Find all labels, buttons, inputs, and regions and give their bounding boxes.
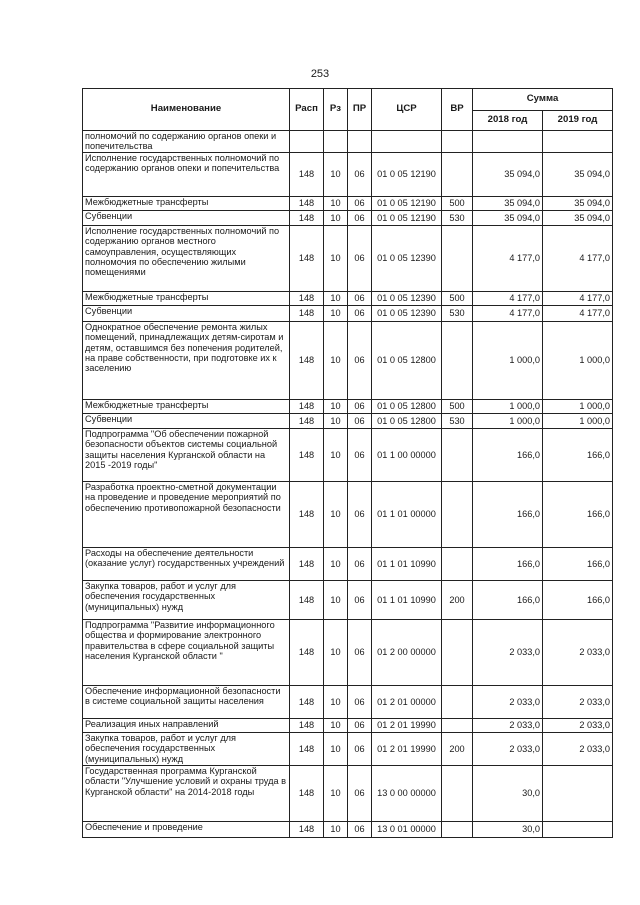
row-sum-2019: 4 177,0: [543, 226, 613, 292]
row-pr: 06: [348, 719, 372, 733]
table-row: [83, 719, 613, 733]
row-rz: 10: [324, 733, 348, 766]
table-row: [83, 766, 613, 822]
table-row: [83, 686, 613, 719]
row-csr: [372, 131, 442, 153]
row-sum-2018: 30,0: [473, 822, 543, 838]
row-rz: 10: [324, 548, 348, 581]
header-csr: ЦСР: [372, 89, 442, 131]
row-csr: 01 2 00 00000: [372, 620, 442, 686]
row-name: Исполнение государственных полномочий по содержанию органов местного самоуправления, осуществляющих полномочия по обеспечению жилыми помещениями: [83, 226, 290, 292]
header-rz: Рз: [324, 89, 348, 131]
row-rz: 10: [324, 686, 348, 719]
row-name: Субвенции: [83, 211, 290, 226]
row-sum-2018: 2 033,0: [473, 620, 543, 686]
row-name: Закупка товаров, работ и услуг для обеспечения государственных (муниципальных) нужд: [83, 581, 290, 620]
row-rasp: 148: [290, 766, 324, 822]
row-vr: 500: [442, 197, 473, 211]
table-row: [83, 581, 613, 620]
row-sum-2019: 2 033,0: [543, 733, 613, 766]
row-pr: 06: [348, 322, 372, 400]
row-pr: 06: [348, 548, 372, 581]
row-sum-2018: 166,0: [473, 482, 543, 548]
row-vr: [442, 766, 473, 822]
row-sum-2019: 166,0: [543, 482, 613, 548]
table-row: [83, 400, 613, 414]
row-csr: 01 0 05 12800: [372, 400, 442, 414]
row-csr: 01 0 05 12190: [372, 153, 442, 197]
row-sum-2018: 1 000,0: [473, 400, 543, 414]
table-row: [83, 292, 613, 306]
table-row: [83, 822, 613, 838]
header-vr: ВР: [442, 89, 473, 131]
row-sum-2019: 2 033,0: [543, 719, 613, 733]
row-name: Субвенции: [83, 306, 290, 322]
row-rz: 10: [324, 400, 348, 414]
row-rz: 10: [324, 322, 348, 400]
row-rasp: 148: [290, 292, 324, 306]
table-body: [83, 131, 613, 838]
row-pr: 06: [348, 581, 372, 620]
row-sum-2019: [543, 766, 613, 822]
row-pr: 06: [348, 822, 372, 838]
row-csr: 01 0 05 12800: [372, 322, 442, 400]
row-rz: 10: [324, 719, 348, 733]
budget-table: [82, 88, 613, 838]
row-name: Обеспечение информационной безопасности в системе социальной защиты населения: [83, 686, 290, 719]
row-pr: 06: [348, 226, 372, 292]
row-rasp: 148: [290, 414, 324, 429]
row-rz: 10: [324, 306, 348, 322]
row-sum-2019: 166,0: [543, 581, 613, 620]
header-year-2019: 2019 год: [543, 111, 613, 131]
row-vr: 200: [442, 733, 473, 766]
row-sum-2018: 35 094,0: [473, 153, 543, 197]
table-row: [83, 620, 613, 686]
row-vr: [442, 226, 473, 292]
row-sum-2018: 166,0: [473, 548, 543, 581]
row-vr: [442, 719, 473, 733]
row-sum-2019: 1 000,0: [543, 400, 613, 414]
header-year-2018: 2018 год: [473, 111, 543, 131]
row-rz: 10: [324, 822, 348, 838]
row-sum-2018: [473, 131, 543, 153]
row-rz: 10: [324, 292, 348, 306]
row-rasp: 148: [290, 686, 324, 719]
row-sum-2019: [543, 131, 613, 153]
row-rasp: 148: [290, 482, 324, 548]
row-pr: 06: [348, 620, 372, 686]
row-csr: 01 1 00 00000: [372, 429, 442, 482]
page-number: 253: [310, 68, 330, 80]
row-sum-2019: 35 094,0: [543, 153, 613, 197]
row-rasp: 148: [290, 733, 324, 766]
row-rasp: 148: [290, 822, 324, 838]
row-rasp: 148: [290, 322, 324, 400]
row-sum-2018: 2 033,0: [473, 719, 543, 733]
row-rz: 10: [324, 153, 348, 197]
row-sum-2019: 1 000,0: [543, 322, 613, 400]
row-rasp: 148: [290, 153, 324, 197]
table-row: [83, 226, 613, 292]
row-rz: 10: [324, 414, 348, 429]
row-sum-2019: 166,0: [543, 548, 613, 581]
header-pr: ПР: [348, 89, 372, 131]
row-sum-2019: [543, 822, 613, 838]
row-pr: 06: [348, 733, 372, 766]
row-rasp: 148: [290, 306, 324, 322]
row-vr: 530: [442, 211, 473, 226]
row-rasp: 148: [290, 226, 324, 292]
row-name: Межбюджетные трансферты: [83, 292, 290, 306]
row-rasp: 148: [290, 581, 324, 620]
row-rasp: [290, 131, 324, 153]
row-pr: 06: [348, 429, 372, 482]
row-name: Государственная программа Курганской области "Улучшение условий и охраны труда в Курганской области" на 2014-2018 годы: [83, 766, 290, 822]
row-sum-2018: 166,0: [473, 429, 543, 482]
table-row: [83, 429, 613, 482]
table-row: [83, 211, 613, 226]
row-rz: 10: [324, 766, 348, 822]
row-vr: 530: [442, 306, 473, 322]
row-vr: 530: [442, 414, 473, 429]
row-sum-2019: 35 094,0: [543, 211, 613, 226]
row-name: Межбюджетные трансферты: [83, 197, 290, 211]
header-name: Наименование: [83, 89, 290, 131]
row-name: Подпрограмма "Развитие информационного общества и формирование электронного правительства в сфере социальной защиты населения Курганской области ": [83, 620, 290, 686]
row-rasp: 148: [290, 620, 324, 686]
row-vr: [442, 548, 473, 581]
row-sum-2019: 35 094,0: [543, 197, 613, 211]
row-rz: 10: [324, 197, 348, 211]
table-row: [83, 733, 613, 766]
row-pr: 06: [348, 197, 372, 211]
table-row: [83, 197, 613, 211]
row-pr: [348, 131, 372, 153]
row-csr: 01 0 05 12390: [372, 306, 442, 322]
row-pr: 06: [348, 482, 372, 548]
table-row: [83, 131, 613, 153]
row-sum-2018: 4 177,0: [473, 292, 543, 306]
row-sum-2018: 35 094,0: [473, 211, 543, 226]
row-name: Разработка проектно-сметной документации на проведение и проведение мероприятий по обеспечению противопожарной безопасности: [83, 482, 290, 548]
table-row: [83, 153, 613, 197]
table-row: [83, 548, 613, 581]
header-sum: Сумма: [473, 89, 613, 111]
row-pr: 06: [348, 414, 372, 429]
row-csr: 01 1 01 10990: [372, 548, 442, 581]
row-name: Реализация иных направлений: [83, 719, 290, 733]
row-rz: 10: [324, 581, 348, 620]
row-vr: [442, 686, 473, 719]
row-sum-2019: 1 000,0: [543, 414, 613, 429]
row-csr: 01 1 01 10990: [372, 581, 442, 620]
row-sum-2019: 2 033,0: [543, 620, 613, 686]
row-sum-2018: 166,0: [473, 581, 543, 620]
row-sum-2018: 1 000,0: [473, 414, 543, 429]
row-sum-2019: 2 033,0: [543, 686, 613, 719]
row-csr: 01 2 01 19990: [372, 719, 442, 733]
row-csr: 01 0 05 12190: [372, 211, 442, 226]
row-csr: 01 2 01 19990: [372, 733, 442, 766]
row-vr: 500: [442, 292, 473, 306]
table-row: [83, 482, 613, 548]
row-name: Межбюджетные трансферты: [83, 400, 290, 414]
row-rasp: 148: [290, 211, 324, 226]
row-sum-2018: 2 033,0: [473, 686, 543, 719]
row-vr: 500: [442, 400, 473, 414]
row-vr: [442, 822, 473, 838]
row-name: Однократное обеспечение ремонта жилых помещений, принадлежащих детям-сиротам и детям, оставшимся без попечения родителей, на праве собственности, при подготовке их к заселению: [83, 322, 290, 400]
row-sum-2018: 2 033,0: [473, 733, 543, 766]
row-csr: 13 0 00 00000: [372, 766, 442, 822]
row-csr: 01 0 05 12190: [372, 197, 442, 211]
row-rz: 10: [324, 429, 348, 482]
row-pr: 06: [348, 306, 372, 322]
row-name: Исполнение государственных полномочий по содержанию органов опеки и попечительства: [83, 153, 290, 197]
row-csr: 01 2 01 00000: [372, 686, 442, 719]
header-rasp: Расп: [290, 89, 324, 131]
row-pr: 06: [348, 400, 372, 414]
row-sum-2018: 35 094,0: [473, 197, 543, 211]
row-csr: 01 0 05 12800: [372, 414, 442, 429]
row-pr: 06: [348, 292, 372, 306]
row-rz: [324, 131, 348, 153]
row-rasp: 148: [290, 719, 324, 733]
row-pr: 06: [348, 766, 372, 822]
table-row: [83, 306, 613, 322]
row-name: полномочий по содержанию органов опеки и попечительства: [83, 131, 290, 153]
row-rasp: 148: [290, 548, 324, 581]
row-rasp: 148: [290, 197, 324, 211]
row-pr: 06: [348, 211, 372, 226]
row-rz: 10: [324, 226, 348, 292]
row-sum-2019: 166,0: [543, 429, 613, 482]
row-csr: 13 0 01 00000: [372, 822, 442, 838]
row-sum-2018: 1 000,0: [473, 322, 543, 400]
row-name: Закупка товаров, работ и услуг для обеспечения государственных (муниципальных) нужд: [83, 733, 290, 766]
row-vr: [442, 620, 473, 686]
table-row: [83, 414, 613, 429]
row-csr: 01 1 01 00000: [372, 482, 442, 548]
row-sum-2019: 4 177,0: [543, 292, 613, 306]
table-row: [83, 322, 613, 400]
row-vr: [442, 322, 473, 400]
row-rz: 10: [324, 211, 348, 226]
row-name: Обеспечение и проведение: [83, 822, 290, 838]
row-name: Подпрограмма "Об обеспечении пожарной безопасности объектов системы социальной защиты населения Курганской области на 2015 -2019 годы": [83, 429, 290, 482]
row-vr: [442, 429, 473, 482]
row-rasp: 148: [290, 429, 324, 482]
row-vr: [442, 482, 473, 548]
row-sum-2018: 4 177,0: [473, 226, 543, 292]
row-pr: 06: [348, 686, 372, 719]
row-csr: 01 0 05 12390: [372, 226, 442, 292]
row-rz: 10: [324, 482, 348, 548]
row-name: Субвенции: [83, 414, 290, 429]
row-vr: [442, 131, 473, 153]
row-name: Расходы на обеспечение деятельности (оказание услуг) государственных учреждений: [83, 548, 290, 581]
row-sum-2019: 4 177,0: [543, 306, 613, 322]
row-rz: 10: [324, 620, 348, 686]
row-vr: [442, 153, 473, 197]
row-pr: 06: [348, 153, 372, 197]
row-sum-2018: 4 177,0: [473, 306, 543, 322]
row-vr: 200: [442, 581, 473, 620]
row-rasp: 148: [290, 400, 324, 414]
row-csr: 01 0 05 12390: [372, 292, 442, 306]
row-sum-2018: 30,0: [473, 766, 543, 822]
